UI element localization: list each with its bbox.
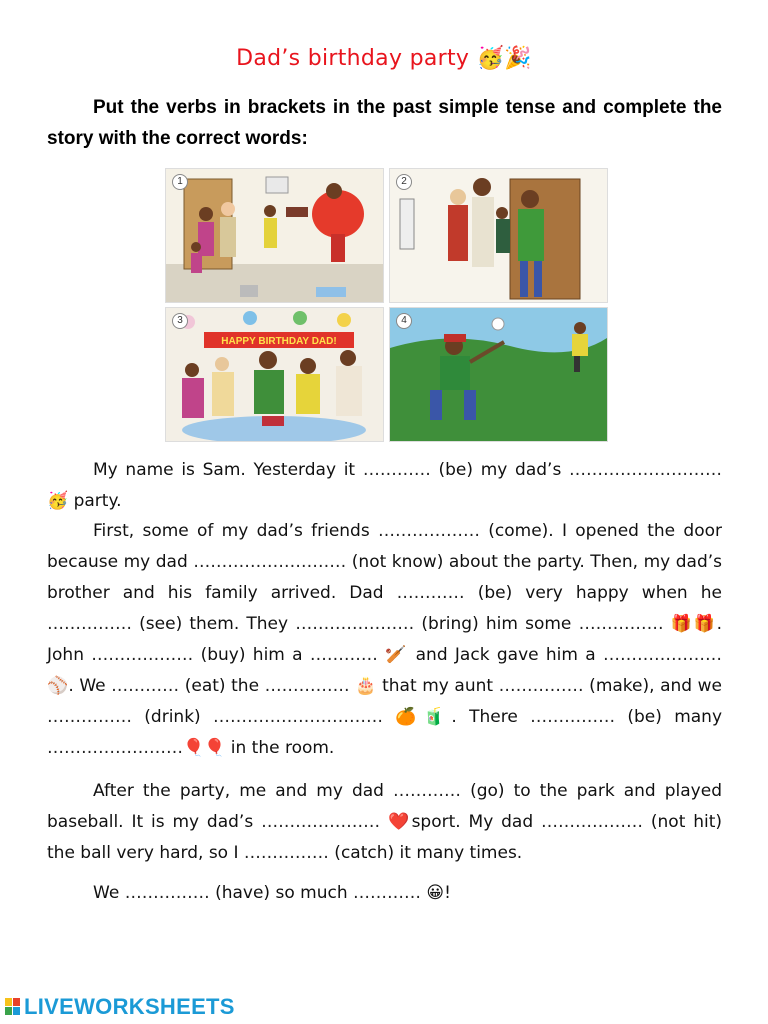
answer-blank[interactable]: …………… bbox=[264, 676, 350, 696]
panel-number: 2 bbox=[396, 174, 412, 190]
story-text: . We bbox=[68, 676, 112, 696]
heart-icon: ❤️ bbox=[387, 812, 412, 832]
answer-blank[interactable]: …………… bbox=[47, 614, 132, 634]
panel-number: 3 bbox=[172, 313, 188, 329]
panel-3-drawing bbox=[166, 308, 383, 441]
illustration-panel-1 bbox=[165, 168, 384, 303]
answer-blank[interactable]: …………… bbox=[47, 707, 132, 727]
answer-blank[interactable]: ………………… bbox=[603, 645, 723, 665]
panel-number: 4 bbox=[396, 313, 412, 329]
story-paragraph-3 bbox=[47, 776, 722, 869]
party-face-icon: 🥳 bbox=[47, 491, 69, 511]
story-text: sport. My dad bbox=[411, 812, 542, 832]
answer-blank[interactable]: ……………… bbox=[377, 521, 480, 541]
answer-blank[interactable]: ………… bbox=[393, 781, 462, 801]
story-text: (be) very happy when he bbox=[464, 583, 722, 603]
story-text: in the room. bbox=[225, 738, 335, 758]
story-text: (go) to the park and played baseball. It is my dad’s bbox=[47, 781, 722, 832]
answer-blank[interactable]: ………… bbox=[362, 460, 431, 480]
story-text: (bring) him some bbox=[414, 614, 579, 634]
story-illustration bbox=[165, 168, 606, 440]
story-text: party. bbox=[68, 491, 122, 511]
party-face-icon: 🥳🎉 bbox=[476, 46, 532, 71]
panel-2-drawing bbox=[390, 169, 607, 302]
answer-blank[interactable]: …………… bbox=[578, 614, 664, 634]
juice-icon: 🍊🧃 bbox=[395, 707, 452, 727]
story-text: (drink) bbox=[132, 707, 213, 727]
gift-icon: 🎁🎁 bbox=[670, 614, 717, 634]
answer-blank[interactable]: ……………………… bbox=[569, 460, 723, 480]
story-text: (buy) him a bbox=[193, 645, 310, 665]
answer-blank[interactable]: ………………… bbox=[295, 614, 415, 634]
story-paragraph-1 bbox=[47, 455, 722, 517]
story-text: (not know) about the party. Then, my dad’s brother and his family arrived. Dad bbox=[47, 552, 722, 603]
story-paragraph-4 bbox=[47, 878, 722, 909]
answer-blank[interactable]: …………………… bbox=[47, 738, 183, 758]
logo-text: LIVEWORKSHEETS bbox=[24, 994, 235, 1019]
story-text: that my aunt bbox=[376, 676, 499, 696]
story-text: (eat) the bbox=[179, 676, 265, 696]
story-text: ! bbox=[444, 883, 451, 903]
illustration-panel-4 bbox=[389, 307, 608, 442]
story-text: After the party, me and my dad bbox=[93, 781, 394, 801]
balloon-icon: 🎈🎈 bbox=[183, 738, 226, 758]
answer-blank[interactable]: ……………………… bbox=[193, 552, 347, 572]
story-text: First, some of my dad’s friends bbox=[93, 521, 378, 541]
worksheet-title bbox=[0, 46, 768, 71]
answer-blank[interactable]: …………… bbox=[124, 883, 210, 903]
story-text: . There bbox=[451, 707, 531, 727]
answer-blank[interactable]: ………… bbox=[396, 583, 465, 603]
cake-icon: 🎂 bbox=[355, 676, 377, 696]
story-text: (be) many bbox=[615, 707, 723, 727]
story-text: (not hit) the ball very hard, so I bbox=[47, 812, 723, 863]
answer-blank[interactable]: ………………… bbox=[261, 812, 381, 832]
story-text: (come). I opened the door because my dad bbox=[47, 521, 722, 572]
answer-blank[interactable]: ………… bbox=[309, 645, 378, 665]
story-text: . John bbox=[47, 614, 722, 665]
answer-blank[interactable]: ………………………… bbox=[212, 707, 383, 727]
instructions: Put the verbs in brackets in the past simple tense and complete the story with the correct words: bbox=[47, 97, 722, 149]
panel-1-drawing bbox=[166, 169, 383, 302]
smiley-icon: 😀 bbox=[426, 883, 445, 903]
baseball-bat-icon: 🏏 bbox=[385, 645, 409, 665]
story-text: We bbox=[93, 883, 125, 903]
story-text: (be) my dad’s bbox=[430, 460, 570, 480]
birthday-banner: HAPPY BIRTHDAY DAD! bbox=[221, 336, 337, 347]
answer-blank[interactable]: …………… bbox=[243, 843, 329, 863]
illustration-panel-3 bbox=[165, 307, 384, 442]
answer-blank[interactable]: ……………… bbox=[91, 645, 194, 665]
story-text: (have) so much bbox=[209, 883, 353, 903]
story-paragraph-2 bbox=[47, 516, 722, 764]
answer-blank[interactable]: ………… bbox=[111, 676, 180, 696]
logo-mark-icon bbox=[4, 997, 22, 1017]
answer-blank[interactable]: …………… bbox=[498, 676, 584, 696]
panel-4-drawing bbox=[390, 308, 607, 441]
answer-blank[interactable]: …………… bbox=[530, 707, 616, 727]
liveworksheets-logo bbox=[4, 996, 235, 1018]
story-text: My name is Sam. Yesterday it bbox=[93, 460, 363, 480]
answer-blank[interactable]: ………… bbox=[353, 883, 421, 903]
baseball-icon: ⚾ bbox=[47, 676, 69, 696]
story-text: and Jack gave him a bbox=[408, 645, 604, 665]
illustration-panel-2 bbox=[389, 168, 608, 303]
story-text: (catch) it many times. bbox=[328, 843, 523, 863]
story-text: (make), and we bbox=[583, 676, 723, 696]
story-text: (see) them. They bbox=[132, 614, 296, 634]
title-text: Dad’s birthday party bbox=[236, 46, 470, 71]
panel-number: 1 bbox=[172, 174, 188, 190]
answer-blank[interactable]: ……………… bbox=[541, 812, 644, 832]
